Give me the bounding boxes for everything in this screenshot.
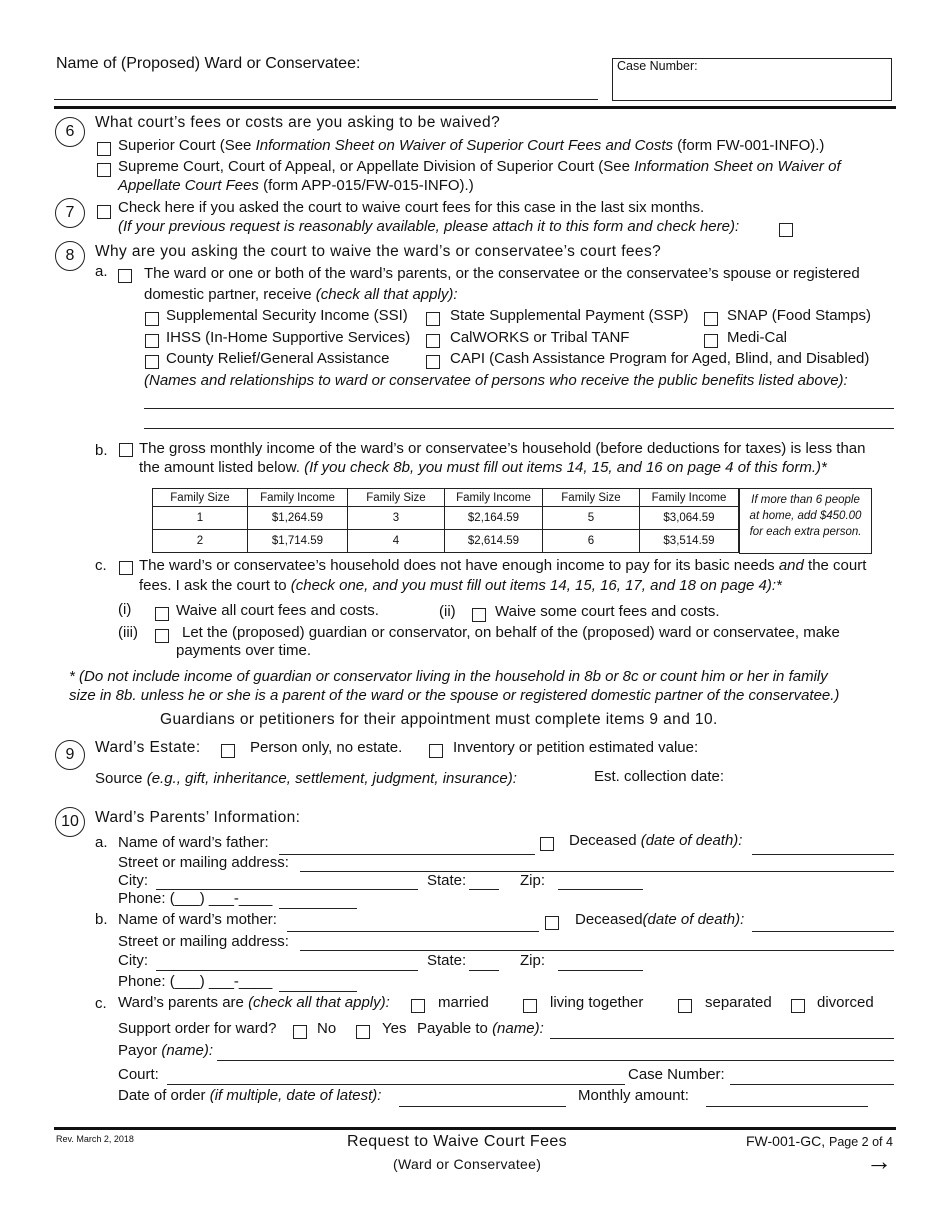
father-city-label: City: bbox=[118, 872, 148, 889]
payments-over-time-checkbox[interactable] bbox=[155, 629, 169, 643]
attach-previous-checkbox[interactable] bbox=[779, 223, 793, 237]
table-cell: 1 bbox=[153, 507, 248, 530]
benefit-ssi: Supplemental Security Income (SSI) bbox=[166, 307, 408, 324]
court-field[interactable] bbox=[167, 1084, 625, 1085]
item-8c-text-line2: fees. I ask the court to (check one, and you must fill out items 14, 15, 16, 17, and 18 on page 4):* bbox=[139, 577, 782, 594]
waive-some-checkbox[interactable] bbox=[472, 608, 486, 622]
support-no-checkbox[interactable] bbox=[293, 1025, 307, 1039]
status-divorced: divorced bbox=[817, 994, 874, 1011]
date-of-order-field[interactable] bbox=[399, 1106, 566, 1107]
table-cell: $3,064.59 bbox=[640, 507, 739, 530]
payor-label: Payor (name): bbox=[118, 1042, 214, 1059]
father-street-field[interactable] bbox=[300, 871, 894, 872]
footer-rule bbox=[54, 1127, 896, 1130]
person-only-text: Person only, no estate. bbox=[250, 739, 403, 756]
table-row bbox=[153, 530, 739, 553]
item-8b-text: The gross monthly income of the ward’s or conservatee’s household (before deductions for taxes) is less than bbox=[139, 440, 866, 457]
table-row bbox=[153, 507, 739, 530]
ssp-checkbox[interactable] bbox=[426, 312, 440, 326]
item-7-attach-text: (If your previous request is reasonably available, please attach it to this form and check here): bbox=[118, 218, 740, 235]
item-10a-label: a. bbox=[95, 834, 108, 851]
status-married: married bbox=[438, 994, 489, 1011]
date-of-order-label: Date of order (if multiple, date of latest): bbox=[118, 1087, 382, 1104]
table-cell: $3,514.59 bbox=[640, 530, 739, 553]
item-8a-checkbox[interactable] bbox=[118, 269, 132, 283]
item-8a-text: The ward or one or both of the ward’s parents, or the conservatee or the conservatee’s spouse or registered bbox=[144, 265, 860, 282]
mother-state-field[interactable] bbox=[469, 970, 499, 971]
guardians-instruction: Guardians or petitioners for their appointment must complete items 9 and 10. bbox=[160, 711, 718, 728]
item-10-number: 10 bbox=[55, 807, 85, 837]
living-together-checkbox[interactable] bbox=[523, 999, 537, 1013]
table-cell: 6 bbox=[543, 530, 640, 553]
father-phone-line bbox=[279, 908, 357, 909]
item-8c-ii-label: (ii) bbox=[439, 603, 456, 620]
support-case-number-field[interactable] bbox=[730, 1084, 894, 1085]
father-state-label: State: bbox=[427, 872, 467, 889]
father-name-label: Name of ward’s father: bbox=[118, 834, 269, 851]
father-phone-field[interactable]: Phone: (___) ___-____ bbox=[118, 890, 273, 907]
table-header: Family Income bbox=[445, 489, 543, 507]
table-header: Family Size bbox=[543, 489, 640, 507]
item-9-number: 9 bbox=[55, 740, 85, 770]
waive-all-text: Waive all court fees and costs. bbox=[176, 602, 379, 619]
item-8b-text-line2: the amount listed below. (If you check 8b, you must fill out items 14, 15, and 16 on page 4 of this form.)* bbox=[139, 459, 827, 476]
ward-name-label: Name of (Proposed) Ward or Conservatee: bbox=[56, 55, 361, 72]
snap-checkbox[interactable] bbox=[704, 312, 718, 326]
father-name-field[interactable] bbox=[279, 854, 535, 855]
footnote-line-2: size in 8b. unless he or she is a parent of the ward or the spouse or registered domestic partner of the conservatee.) bbox=[69, 687, 840, 704]
payor-field[interactable] bbox=[217, 1060, 894, 1061]
ward-name-field[interactable] bbox=[54, 99, 598, 100]
parents-info-label: Ward’s Parents’ Information: bbox=[95, 809, 301, 826]
support-order-label: Support order for ward? bbox=[118, 1020, 277, 1037]
ihss-checkbox[interactable] bbox=[145, 334, 159, 348]
mother-street-label: Street or mailing address: bbox=[118, 933, 289, 950]
page-number: Page 2 of 4 bbox=[828, 1135, 893, 1149]
prior-request-checkbox[interactable] bbox=[97, 205, 111, 219]
mother-zip-field[interactable] bbox=[558, 970, 643, 971]
case-number-label: Case Number: bbox=[617, 59, 698, 73]
support-no-label: No bbox=[317, 1020, 337, 1037]
parents-status-label: Ward’s parents are (check all that apply): bbox=[118, 994, 390, 1011]
mother-phone-line bbox=[279, 991, 357, 992]
table-header: Family Size bbox=[348, 489, 445, 507]
mother-deceased-label: Deceased(date of death): bbox=[575, 911, 745, 928]
father-zip-label: Zip: bbox=[520, 872, 546, 889]
wards-estate-label: Ward’s Estate: bbox=[95, 739, 201, 756]
form-code: FW-001-GC, bbox=[746, 1133, 826, 1149]
table-cell: 5 bbox=[543, 507, 640, 530]
person-only-checkbox[interactable] bbox=[221, 744, 235, 758]
benefit-names-note: (Names and relationships to ward or conservatee of persons who receive the public benefits listed above): bbox=[144, 372, 848, 389]
support-yes-label: Yes bbox=[382, 1020, 407, 1037]
calworks-checkbox[interactable] bbox=[426, 334, 440, 348]
table-header: Family Income bbox=[640, 489, 739, 507]
mother-state-label: State: bbox=[427, 952, 467, 969]
father-deceased-label: Deceased (date of death): bbox=[569, 832, 743, 849]
benefit-names-line-1[interactable] bbox=[144, 408, 894, 409]
item-8c-label: c. bbox=[95, 557, 107, 574]
benefit-capi: CAPI (Cash Assistance Program for Aged, Blind, and Disabled) bbox=[450, 350, 870, 367]
waive-all-checkbox[interactable] bbox=[155, 607, 169, 621]
extra-person-note bbox=[739, 488, 872, 554]
item-8c-i-label: (i) bbox=[118, 601, 132, 618]
mother-city-field[interactable] bbox=[156, 970, 418, 971]
mother-deceased-checkbox[interactable] bbox=[545, 916, 559, 930]
form-subtitle: (Ward or Conservatee) bbox=[393, 1156, 542, 1172]
est-collection-date-label: Est. collection date: bbox=[594, 768, 725, 785]
mother-city-label: City: bbox=[118, 952, 148, 969]
waive-some-text: Waive some court fees and costs. bbox=[495, 603, 720, 620]
item-8c-checkbox[interactable] bbox=[119, 561, 133, 575]
header-rule bbox=[54, 106, 896, 109]
table-cell: 2 bbox=[153, 530, 248, 553]
item-6-number: 6 bbox=[55, 117, 85, 147]
mother-zip-label: Zip: bbox=[520, 952, 546, 969]
inventory-text: Inventory or petition estimated value: bbox=[453, 739, 699, 756]
mother-name-field[interactable] bbox=[287, 931, 539, 932]
revision-date: Rev. March 2, 2018 bbox=[56, 1134, 134, 1144]
benefit-snap: SNAP (Food Stamps) bbox=[727, 307, 871, 324]
payable-to-field[interactable] bbox=[550, 1038, 894, 1039]
case-number-box[interactable] bbox=[612, 58, 892, 101]
ssi-checkbox[interactable] bbox=[145, 312, 159, 326]
table-header: Family Income bbox=[248, 489, 348, 507]
medical-checkbox[interactable] bbox=[704, 334, 718, 348]
benefit-names-line-2[interactable] bbox=[144, 428, 894, 429]
estate-source-label: Source (e.g., gift, inheritance, settlement, judgment, insurance): bbox=[95, 770, 517, 787]
note-line: for each extra person. bbox=[749, 526, 862, 538]
father-death-date-field[interactable] bbox=[752, 854, 894, 855]
monthly-amount-field[interactable] bbox=[706, 1106, 868, 1107]
support-yes-checkbox[interactable] bbox=[356, 1025, 370, 1039]
item-10b-label: b. bbox=[95, 911, 108, 928]
mother-death-date-field[interactable] bbox=[752, 931, 894, 932]
family-income-table bbox=[152, 488, 739, 553]
item-8-number: 8 bbox=[55, 241, 85, 271]
mother-phone-field[interactable]: Phone: (___) ___-____ bbox=[118, 973, 273, 990]
father-state-field[interactable] bbox=[469, 889, 499, 890]
table-cell: 3 bbox=[348, 507, 445, 530]
item-8a-label: a. bbox=[95, 263, 108, 280]
benefit-county-relief: County Relief/General Assistance bbox=[166, 350, 390, 367]
table-cell: $1,264.59 bbox=[248, 507, 348, 530]
item-8c-iii-label: (iii) bbox=[118, 624, 138, 641]
court-label: Court: bbox=[118, 1066, 159, 1083]
item-7-text: Check here if you asked the court to waive court fees for this case in the last six months. bbox=[118, 199, 705, 216]
note-line: at home, add $450.00 bbox=[749, 510, 862, 522]
status-separated: separated bbox=[705, 994, 772, 1011]
item-8a-text-line2: domestic partner, receive (check all that apply): bbox=[144, 286, 458, 303]
support-case-number-label: Case Number: bbox=[628, 1066, 725, 1083]
benefit-medi-cal: Medi-Cal bbox=[727, 329, 788, 346]
father-deceased-checkbox[interactable] bbox=[540, 837, 554, 851]
father-street-label: Street or mailing address: bbox=[118, 854, 289, 871]
form-title: Request to Waive Court Fees bbox=[347, 1133, 568, 1150]
item-8-question: Why are you asking the court to waive the ward’s or conservatee’s court fees? bbox=[95, 243, 662, 260]
table-cell: $2,614.59 bbox=[445, 530, 543, 553]
inventory-checkbox[interactable] bbox=[429, 744, 443, 758]
appellate-court-checkbox[interactable] bbox=[97, 163, 111, 177]
next-page-arrow-icon: → bbox=[866, 1146, 892, 1176]
item-6-option-appellate: Supreme Court, Court of Appeal, or Appellate Division of Superior Court (See Information Sheet on Waiver of bbox=[118, 158, 841, 175]
father-zip-field[interactable] bbox=[558, 889, 643, 890]
table-cell: $1,714.59 bbox=[248, 530, 348, 553]
benefit-ssp: State Supplemental Payment (SSP) bbox=[450, 307, 689, 324]
table-cell: 4 bbox=[348, 530, 445, 553]
mother-street-field[interactable] bbox=[300, 950, 894, 951]
item-8b-checkbox[interactable] bbox=[119, 443, 133, 457]
item-8b-label: b. bbox=[95, 442, 108, 459]
payments-text-line2: payments over time. bbox=[176, 642, 312, 659]
benefit-calworks: CalWORKS or Tribal TANF bbox=[450, 329, 630, 346]
item-10c-label: c. bbox=[95, 995, 107, 1012]
benefit-ihss: IHSS (In-Home Supportive Services) bbox=[166, 329, 411, 346]
payments-text: Let the (proposed) guardian or conservator, on behalf of the (proposed) ward or conservatee, make bbox=[182, 624, 840, 641]
county-relief-checkbox[interactable] bbox=[145, 355, 159, 369]
separated-checkbox[interactable] bbox=[678, 999, 692, 1013]
item-8c-text: The ward’s or conservatee’s household does not have enough income to pay for its basic needs and the court bbox=[139, 557, 867, 574]
married-checkbox[interactable] bbox=[411, 999, 425, 1013]
capi-checkbox[interactable] bbox=[426, 355, 440, 369]
table-header: Family Size bbox=[153, 489, 248, 507]
payable-to-label: Payable to (name): bbox=[417, 1020, 544, 1037]
item-6-question: What court’s fees or costs are you asking to be waived? bbox=[95, 114, 501, 131]
mother-name-label: Name of ward’s mother: bbox=[118, 911, 277, 928]
item-7-number: 7 bbox=[55, 198, 85, 228]
footnote-line-1: * (Do not include income of guardian or conservator living in the household in 8b or 8c or count him or her in family bbox=[69, 668, 828, 685]
status-living-together: living together bbox=[550, 994, 644, 1011]
item-6-option-superior: Superior Court (See Information Sheet on Waiver of Superior Court Fees and Costs (form FW-001-INFO).) bbox=[118, 137, 825, 154]
item-6-option-appellate-line2: Appellate Court Fees (form APP-015/FW-015-INFO).) bbox=[118, 177, 474, 194]
monthly-amount-label: Monthly amount: bbox=[578, 1087, 689, 1104]
note-line: If more than 6 people bbox=[751, 494, 860, 506]
superior-court-checkbox[interactable] bbox=[97, 142, 111, 156]
divorced-checkbox[interactable] bbox=[791, 999, 805, 1013]
table-cell: $2,164.59 bbox=[445, 507, 543, 530]
